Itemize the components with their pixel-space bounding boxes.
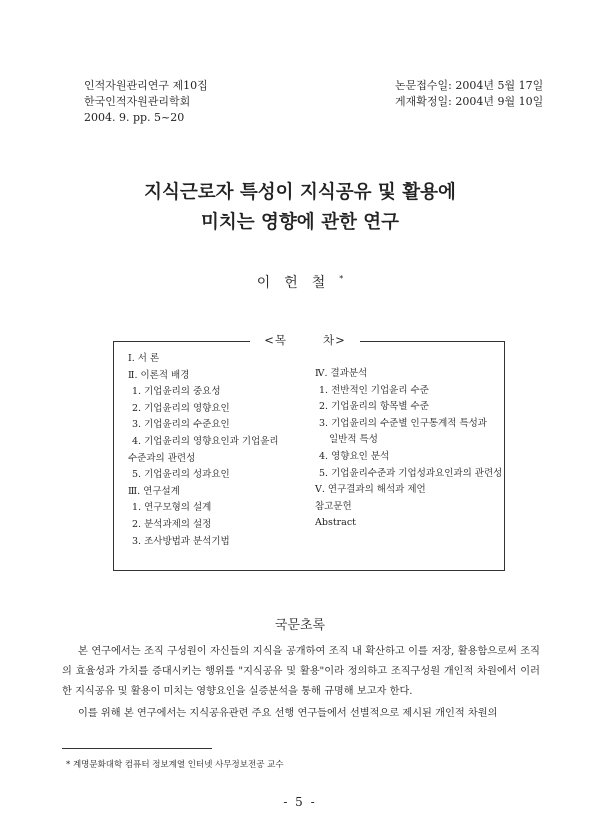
abstract-paragraph-1: 본 연구에서는 조직 구성원이 자신들의 지식을 공개하여 조직 내 확산하고 이를 저장, 활용함으로써 조직의 효율성과 가치를 증대시키는 행위를 "지식공유 및 활용"이라 정의하고 조직구성원 개인적 차원에서 이러한 지식공유 및 활용이 미치는 영향요인을 실증분석을 통해 규명해 보고자 한다. [62,646,540,697]
toc-item: 3. 조사방법과 분석기법 [132,535,230,547]
toc-item: 5. 기업윤리의 성과요인 [132,469,230,481]
toc-item: 2. 기업윤리의 영향요인 [132,402,230,414]
issue-info: 2004. 9. pp. 5~20 [84,111,185,124]
toc-item: 2. 분석과제의 설정 [132,518,212,530]
footnote: * 계명문화대학 컴퓨터 정보계열 인터넷 사무정보전공 교수 [66,760,284,770]
toc-item: 수준과의 관련성 [128,452,196,464]
header-right [395,78,543,110]
toc-item: 3. 기업윤리의 수준요인 [132,419,230,431]
toc-item: Ⅱ. 이론적 배경 [128,369,190,381]
toc-item: 1. 기업윤리의 중요성 [132,386,221,398]
abstract-title: 국문초록 [274,618,326,633]
toc-item: 5. 기업윤리수준과 기업성과요인과의 관련성 [319,467,503,479]
paper-title-line-1: 지식근로자 특성이 지식공유 및 활용에 [144,182,456,203]
toc-heading-left: <목 [264,333,287,347]
toc-item: Ⅲ. 연구설계 [128,485,180,497]
toc-item: Ⅳ. 결과분석 [315,368,368,379]
toc-item: 1. 연구모형의 설계 [132,502,212,514]
footnote-rule [62,748,212,749]
toc-item: 4. 영향요인 분석 [319,450,390,462]
received-date: 논문접수일: 2004년 5월 17일 [395,79,544,92]
toc-right-column [315,366,502,532]
accepted-date: 게재확정일: 2004년 9월 10일 [395,95,544,108]
abstract-paragraph-2: 이를 위해 본 연구에서는 지식공유관련 주요 선행 연구들에서 선별적으로 제시된 개인적 차원의 [78,708,498,719]
toc-heading [250,332,360,348]
author-footnote-mark: * [339,274,344,283]
toc-item: 2. 기업윤리의 항목별 수준 [319,401,429,413]
toc-item: Ⅴ. 연구결과의 해석과 제언 [315,484,426,496]
header-left [84,78,208,126]
journal-name: 인적자원관리연구 제10집 [84,79,208,92]
author-name: 이헌철 [256,275,340,291]
author [0,272,600,292]
toc-item: 4. 기업윤리의 영향요인과 기업윤리 [132,435,279,447]
toc-item: Ⅰ. 서 론 [128,353,160,364]
page-number: - 5 - [283,795,317,809]
paper-title-line-2: 미치는 영향에 관한 연구 [200,212,400,233]
society-name: 한국인적자원관리학회 [84,95,191,108]
toc-left-column [128,351,279,550]
toc-item: 3. 기업윤리의 수준별 인구통계적 특성과 [319,417,487,429]
toc-item: 일반적 특성 [329,434,378,446]
toc-heading-right: 차> [323,333,346,347]
toc-item: 1. 전반적인 기업윤리 수준 [319,384,429,396]
toc-item: Abstract [315,517,356,529]
toc-item: 참고문헌 [315,500,352,512]
